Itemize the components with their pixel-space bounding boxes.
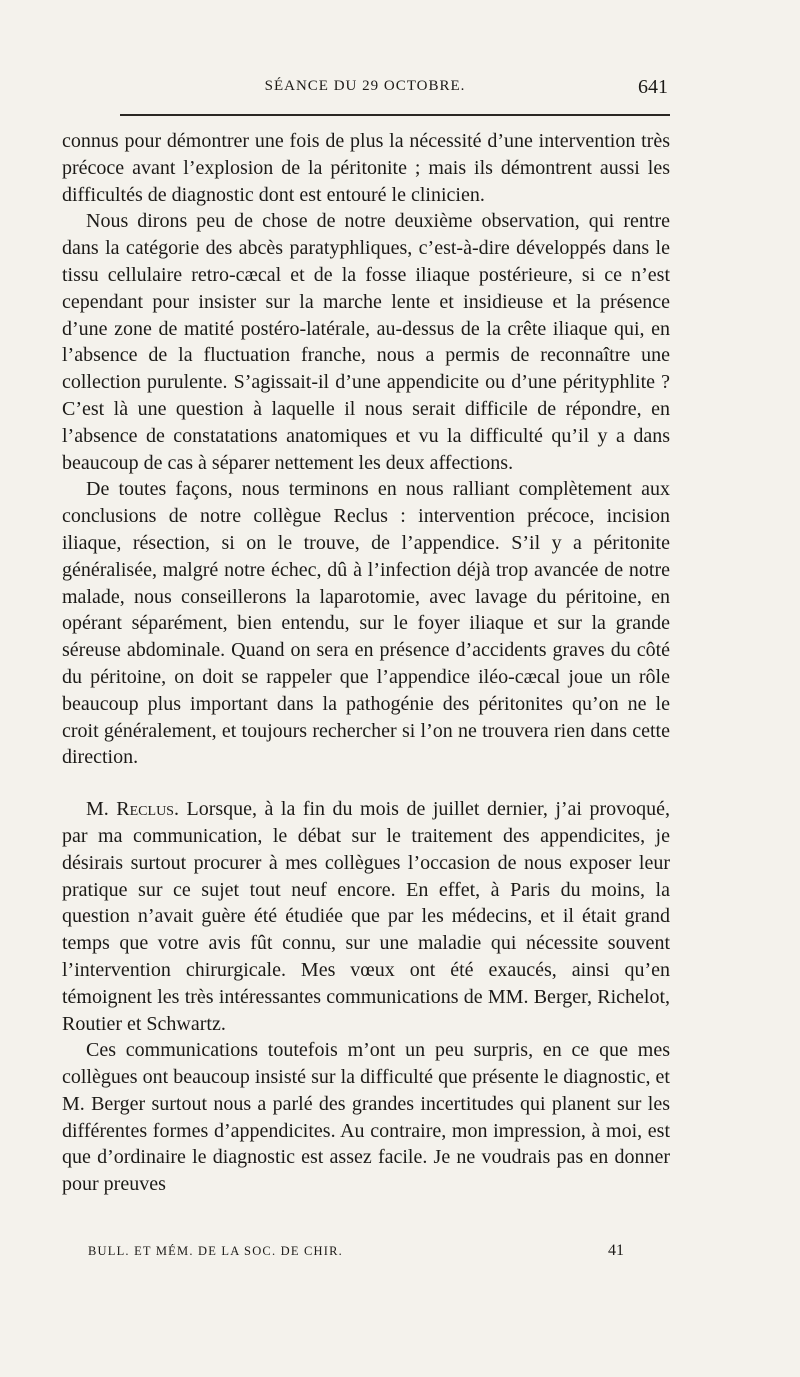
header-rule	[120, 114, 670, 116]
paragraph-reclus-text: Lorsque, à la fin du mois de juillet dernier, j’ai provoqué, par ma communication, le débat sur le traitement des appendicites, je désirais surtout procurer à mes collègues l’occasion de nous exposer leur pratique sur ce sujet tout neuf encore. En effet, à Paris du moins, la question n’avait guère été étudiée que par les médecins, et il était grand temps que votre avis fût connu, sur une maladie qui nécessite souvent l’intervention chirurgicale. Mes vœux ont été exaucés, ainsi qu’en témoignent les très intéressantes communications de MM. Berger, Richelot, Routier et Schwartz.	[62, 798, 671, 1035]
paragraph-second-observation: Nous dirons peu de chose de notre deuxième observation, qui rentre dans la catégorie des abcès paratyphliques, c’est-à-dire développés dans le tissu cellulaire retro-cæcal et de la fosse iliaque postérieure, si ce n’est cependant pour insister sur la marche lente et insidieuse et la présence d’une zone de matité postéro-latérale, au-dessus de la crête iliaque qui, en l’absence de la fluctuation franche, nous a permis de reconnaître une collection purulente. S’agissait-il d’une appendicite ou d’une pérityphlite ? C’est là une question à laquelle il nous serait difficile de répondre, en l’absence de constatations anatomiques et vu la difficulté qu’il y a dans beaucoup de cas à séparer nettement les deux affections.	[62, 210, 670, 474]
paragraph-conclusions: De toutes façons, nous terminons en nous ralliant complètement aux conclusions de notre collègue Reclus : intervention précoce, incision iliaque, résection, si on le trouve, de l’appendice. S’il y a péritonite généralisée, malgré notre échec, dû à l’infection déjà trop avancée de notre malade, nous conseillerons la laparotomie, avec lavage du péritoine, en opérant séparément, bien entendu, sur le foyer iliaque et sur la grande séreuse abdominale. Quand on sera en présence d’accidents graves du côté du péritoine, on doit se rappeler que l’appendice iléo-cæcal joue un rôle beaucoup plus important dans la pathogénie des péritonites qu’on ne le croit généralement, et toujours rechercher si l’on ne trouvera rien dans cette direction.	[62, 478, 670, 769]
footer-journal: BULL. ET MÉM. DE LA SOC. DE CHIR.	[88, 1244, 343, 1258]
footer-signature: 41	[608, 1242, 624, 1259]
speaker-name: M. Reclus.	[86, 798, 179, 821]
page-footer	[88, 1244, 668, 1264]
paragraph-continuation: connus pour démontrer une fois de plus la nécessité d’une intervention très précoce avant l’explosion de la péritonite ; mais ils démontrent aussi les difficultés de diagnostic dont est entouré le clinicien.	[62, 130, 670, 206]
running-header	[62, 74, 668, 104]
header-title: SÉANCE DU 29 OCTOBRE.	[264, 78, 466, 94]
body-text	[62, 128, 670, 1198]
paragraph-reclus	[62, 796, 670, 1037]
paragraph-communications: Ces communications toutefois m’ont un peu surpris, en ce que mes collègues ont beaucoup insisté sur la difficulté que présente le diagnostic, et M. Berger surtout nous a parlé des grandes incertitudes qui planent sur les différentes formes d’appendicites. Au contraire, mon impression, à moi, est que d’ordinaire le diagnostic est assez facile. Je ne voudrais pas en donner pour preuves	[62, 1039, 670, 1196]
page-number: 641	[638, 76, 668, 98]
